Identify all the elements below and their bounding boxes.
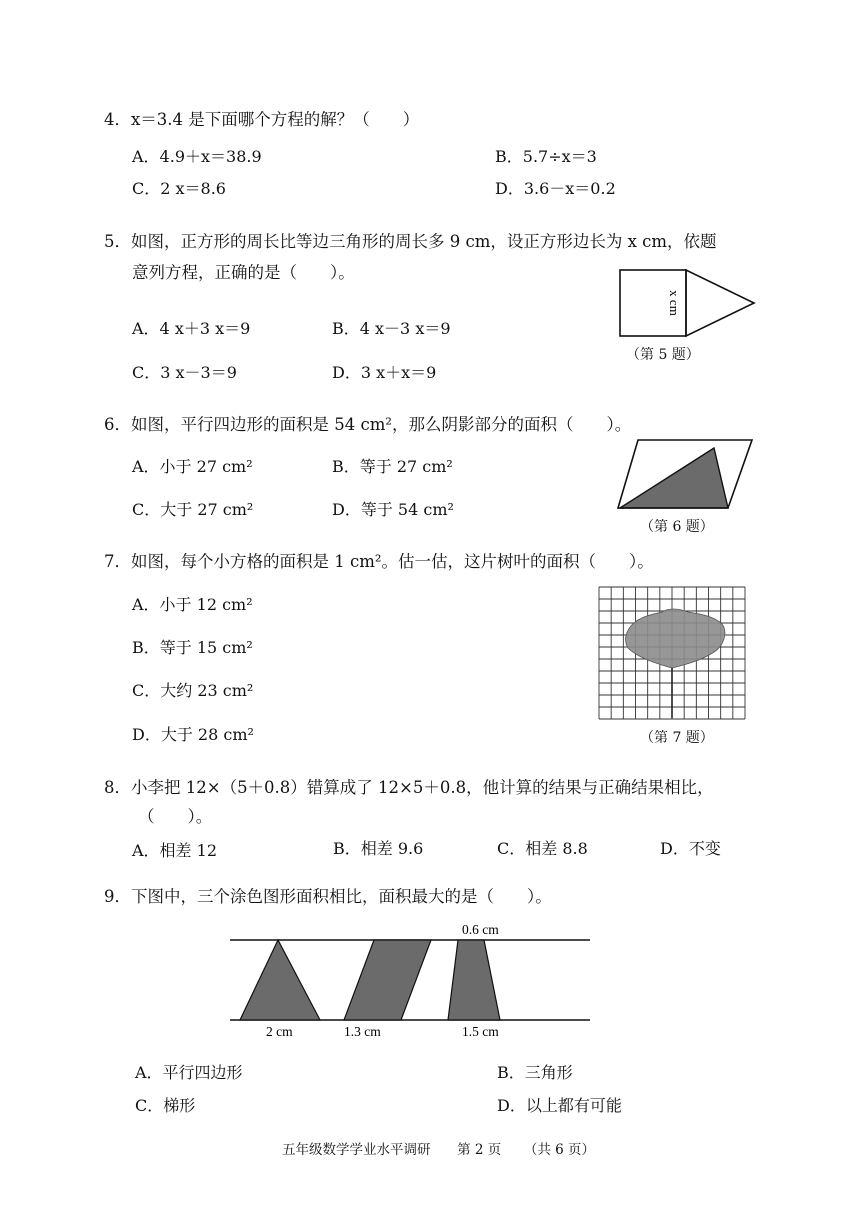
q9-parallelogram [344, 940, 431, 1020]
q7-option-d: D．大于 28 cm² [132, 725, 254, 744]
q6-option-b: B．等于 27 cm² [332, 457, 453, 476]
q7-stem: 7．如图，每个小方格的面积是 1 cm²。估一估，这片树叶的面积（ ）。 [104, 552, 654, 571]
q9-triangle [240, 940, 320, 1020]
q5-side-label: x cm [667, 290, 682, 316]
q8-stem-line1: 8．小李把 12×（5＋0.8）错算成了 12×5＋0.8，他计算的结果与正确结果相比， [104, 778, 714, 797]
q4-option-a: A．4.9＋x＝38.9 [132, 147, 262, 166]
q5-caption: （第 5 题） [626, 347, 700, 363]
q9-option-a: A．平行四边形 [135, 1063, 243, 1082]
q8-option-d: D．不变 [660, 839, 721, 858]
q5-stem-line1: 5．如图，正方形的周长比等边三角形的周长多 9 cm，设正方形边长为 x cm，依题 [104, 232, 717, 251]
q9-label-parallelogram-base: 1.3 cm [344, 1024, 381, 1039]
q8-stem-line2: （ ）。 [138, 807, 213, 826]
footer-title: 五年级数学学业水平调研 [282, 1142, 431, 1158]
footer-page: 第 2 页 [457, 1142, 502, 1158]
q5-figure [618, 268, 758, 340]
q7-caption: （第 7 题） [640, 730, 714, 746]
q5-stem-line2: 意列方程，正确的是（ ）。 [132, 263, 355, 282]
q6-option-c: C．大于 27 cm² [132, 500, 254, 519]
q6-option-d: D．等于 54 cm² [332, 500, 454, 519]
q7-grid-figure [598, 586, 746, 720]
q7-option-c: C．大约 23 cm² [132, 681, 254, 700]
q9-label-trapezoid-base: 1.5 cm [462, 1024, 499, 1039]
q9-stem: 9．下图中，三个涂色图形面积相比，面积最大的是（ ）。 [104, 887, 552, 906]
q9-option-d: D．以上都有可能 [497, 1096, 622, 1115]
q5-option-b: B．4 x－3 x＝9 [332, 319, 451, 338]
q6-stem: 6．如图，平行四边形的面积是 54 cm²，那么阴影部分的面积（ ）。 [104, 415, 632, 434]
q9-label-triangle-base: 2 cm [266, 1024, 293, 1039]
q8-option-c: C．相差 8.8 [497, 839, 588, 858]
q6-shaded-triangle [620, 448, 728, 508]
q8-option-a: A．相差 12 [132, 841, 218, 860]
q7-option-b: B．等于 15 cm² [132, 638, 253, 657]
q4-stem: 4．x＝3.4 是下面哪个方程的解？（ ） [104, 110, 420, 129]
q5-triangle [686, 270, 754, 336]
q6-caption: （第 6 题） [640, 519, 714, 535]
q8-option-b: B．相差 9.6 [333, 839, 424, 858]
q9-label-top: 0.6 cm [462, 922, 499, 937]
q6-figure [614, 436, 756, 512]
footer [282, 1138, 595, 1158]
q6-option-a: A．小于 27 cm² [132, 457, 253, 476]
q5-option-c: C．3 x－3＝9 [132, 363, 237, 382]
q9-option-c: C．梯形 [135, 1096, 196, 1115]
q4-option-d: D．3.6－x＝0.2 [495, 179, 616, 198]
q5-option-d: D．3 x＋x＝9 [332, 363, 437, 382]
q9-figure [228, 918, 594, 1042]
q4-option-c: C．2 x＝8.6 [132, 179, 226, 198]
q9-option-b: B．三角形 [497, 1063, 573, 1082]
q5-option-a: A．4 x＋3 x＝9 [132, 319, 251, 338]
q4-option-b: B．5.7÷x＝3 [495, 147, 597, 166]
footer-total: （共 6 页） [523, 1142, 596, 1158]
q7-option-a: A．小于 12 cm² [132, 595, 253, 614]
q9-trapezoid [448, 940, 500, 1020]
